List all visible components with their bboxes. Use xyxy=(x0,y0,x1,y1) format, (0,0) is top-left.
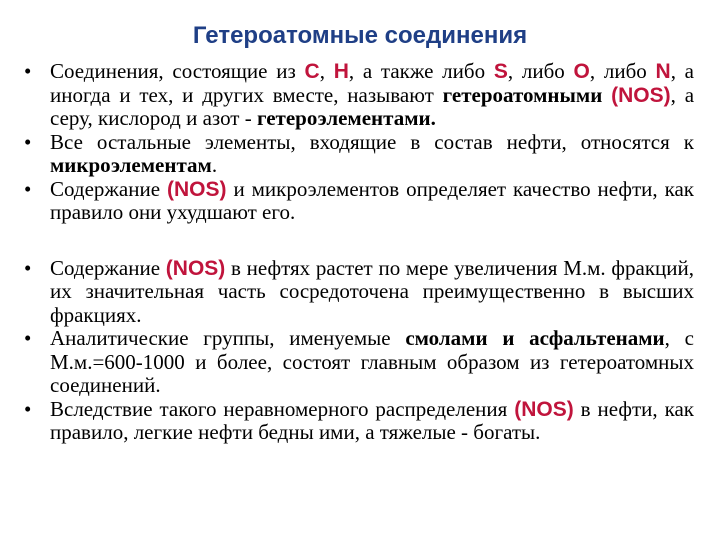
text-run: , xyxy=(319,59,334,83)
text-run: Вследствие такого неравномерного распределения xyxy=(50,396,515,421)
bullet-item xyxy=(22,60,694,131)
highlight-text: N xyxy=(655,60,671,83)
highlight-text: (NOS) xyxy=(167,177,227,201)
bullet-icon: • xyxy=(24,176,32,201)
text-run: , а также либо xyxy=(348,59,494,83)
highlight-text: S xyxy=(493,60,508,83)
bullet-item xyxy=(22,327,694,398)
bold-text: гетероэлементами. xyxy=(256,106,436,130)
bullet-icon: • xyxy=(24,129,32,154)
highlight-text: (NOS) xyxy=(611,83,671,107)
highlight-text: O xyxy=(573,60,590,83)
slide-title: Гетероатомные соединения xyxy=(192,22,528,49)
bold-text: микроэлементам xyxy=(50,153,212,177)
highlight-text: H xyxy=(333,60,349,83)
bullet-icon: • xyxy=(24,255,32,280)
bold-text: смолами и асфальтенами xyxy=(405,326,665,350)
bullet-item xyxy=(22,178,694,225)
text-run: Аналитические группы, именуемые xyxy=(50,326,406,350)
text-run: Содержание xyxy=(50,255,166,280)
text-run: Содержание xyxy=(50,176,167,201)
highlight-text: (NOS) xyxy=(165,256,226,280)
bullet-list xyxy=(22,60,694,445)
highlight-text: C xyxy=(304,60,320,83)
bullet-icon: • xyxy=(24,396,32,421)
text-run: , с М.м.=600-1000 и более, состоят главным образом из гетероатомных соединений. xyxy=(50,326,694,397)
text-run xyxy=(602,83,611,107)
bullet-icon: • xyxy=(24,326,32,350)
text-run: . xyxy=(211,153,218,177)
text-run: , а иногда и тех, и других вместе, называют xyxy=(50,59,695,107)
bold-text: гетероатомными xyxy=(442,82,603,107)
highlight-text: (NOS) xyxy=(514,397,574,421)
bullet-item xyxy=(22,131,694,178)
text-run: Все остальные элементы, входящие в состав нефти, относятся к xyxy=(50,129,694,154)
text-run: , а серу, кислород и азот - xyxy=(50,82,695,130)
text-run: в нефтях растет по мере увеличения М.м. фракций, их значительная часть сосредоточена преимущественно в высших фракциях. xyxy=(50,255,694,327)
text-run: и микроэлементов определяет качество нефти, как правило они ухудшают его. xyxy=(50,176,694,224)
bullet-item xyxy=(22,257,694,328)
bullet-spacer xyxy=(22,225,694,257)
text-run: Соединения, состоящие из xyxy=(50,59,305,83)
text-run: , либо xyxy=(589,59,656,83)
bullet-item xyxy=(22,398,694,445)
bullet-icon: • xyxy=(24,59,32,83)
text-run: в нефти, как правило, легкие нефти бедны ими, а тяжелые - богаты. xyxy=(50,396,694,444)
text-run: , либо xyxy=(507,59,574,83)
